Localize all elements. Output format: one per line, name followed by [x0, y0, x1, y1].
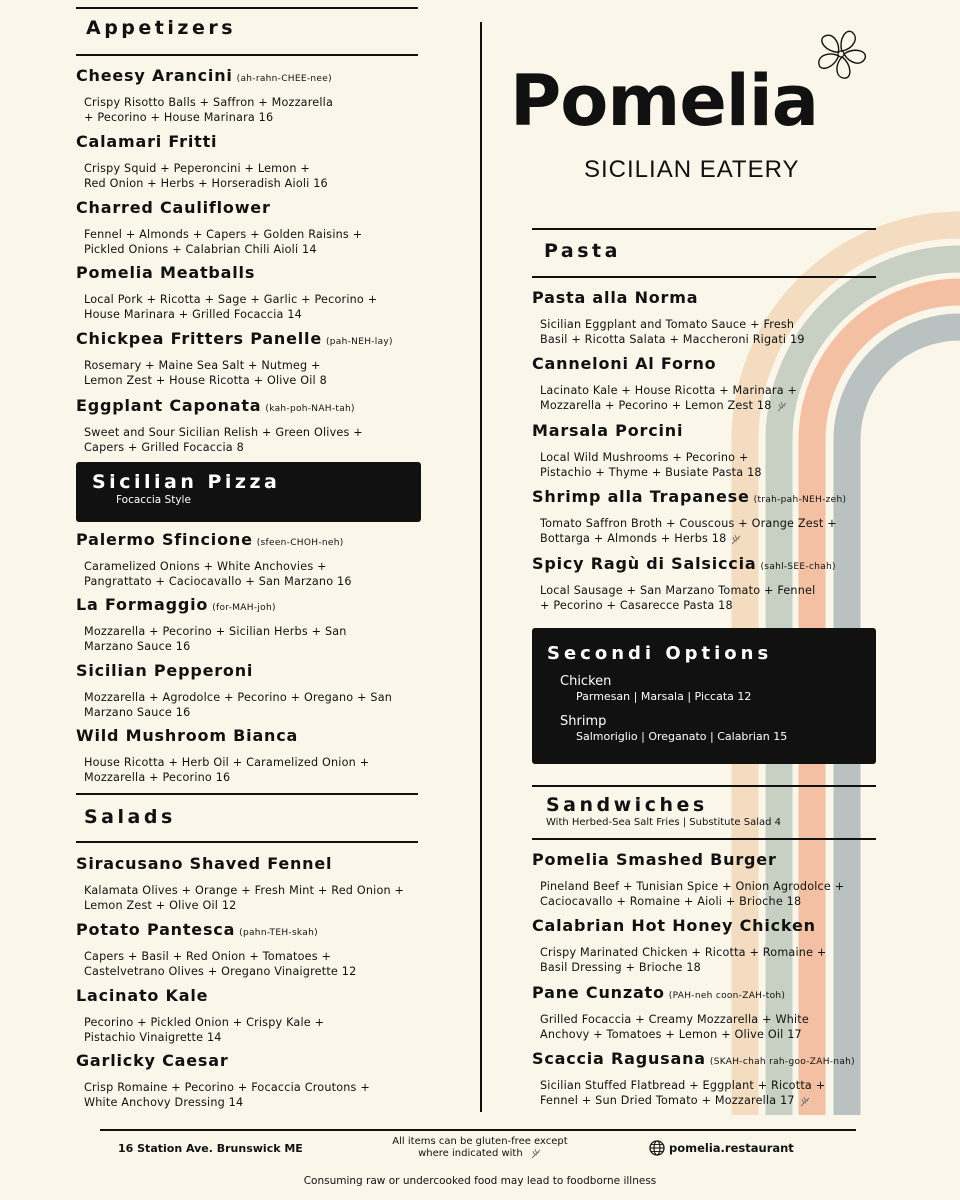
menu-item-title: Spicy Ragù di Salsiccia	[532, 554, 757, 573]
menu-item-description	[84, 425, 416, 456]
menu-item-name	[76, 726, 421, 745]
menu-item-description	[540, 450, 862, 481]
menu-item-pronunciation: (ah-rahn-CHEE-nee)	[236, 74, 332, 84]
menu-item	[76, 66, 416, 126]
menu-item	[532, 354, 862, 414]
sicilian-pizza-banner	[76, 462, 421, 522]
sandwiches-top-rule	[532, 785, 876, 787]
menu-item-description-text: Grilled Focaccia + Creamy Mozzarella + White Anchovy + Tomatoes + Lemon + Olive Oil 17	[540, 1013, 809, 1042]
menu-item	[76, 1051, 431, 1111]
menu-item-description	[540, 945, 862, 976]
menu-item-description	[540, 1078, 862, 1109]
menu-item-title: Garlicky Caesar	[76, 1051, 229, 1070]
menu-item-title: Palermo Sfincione	[76, 530, 253, 549]
menu-item-description	[540, 1012, 862, 1043]
menu-item-description-text: Local Pork + Ricotta + Sage + Garlic + Pecorino + House Marinara + Grilled Focaccia 14	[84, 293, 378, 322]
menu-item-name	[76, 920, 431, 939]
menu-item-title: Potato Pantesca	[76, 920, 236, 939]
menu-item-name	[76, 530, 421, 549]
menu-item	[532, 487, 862, 547]
sandwiches-subheading: With Herbed-Sea Salt Fries | Substitute Salad 4	[546, 817, 782, 828]
website-link[interactable]	[649, 1140, 794, 1156]
menu-item-description	[540, 317, 862, 348]
appetizers-heading: Appetizers	[86, 17, 237, 39]
menu-item	[76, 329, 416, 389]
menu-item-title: Calabrian Hot Honey Chicken	[532, 916, 816, 935]
menu-item	[76, 986, 431, 1046]
menu-item-description	[84, 624, 421, 655]
foodborne-disclaimer: Consuming raw or undercooked food may lead to foodborne illness	[303, 1175, 657, 1187]
menu-item	[76, 396, 416, 456]
menu-item-name	[76, 396, 416, 415]
menu-item-title: Cheesy Arancini	[76, 66, 233, 85]
pasta-top-rule	[532, 228, 876, 230]
menu-item	[532, 288, 862, 348]
menu-item-title: Canneloni Al Forno	[532, 354, 717, 373]
menu-item-name	[532, 421, 862, 440]
menu-item-pronunciation: (for-MAH-joh)	[212, 603, 276, 613]
menu-item-description	[84, 358, 416, 389]
menu-item-description-text: Crispy Risotto Balls + Saffron + Mozzarella + Pecorino + House Marinara 16	[84, 96, 334, 125]
menu-item-pronunciation: (kah-poh-NAH-tah)	[265, 404, 355, 414]
menu-item-name	[532, 1049, 862, 1068]
menu-item	[76, 854, 431, 914]
menu-item-description	[84, 227, 416, 258]
menu-item-name	[76, 661, 421, 680]
menu-item-name	[76, 198, 416, 217]
menu-item	[76, 263, 416, 323]
menu-item-name	[532, 916, 862, 935]
menu-item-name	[532, 288, 862, 307]
menu-item-description	[84, 755, 421, 786]
menu-item-description-text: Capers + Basil + Red Onion + Tomatoes + Castelvetrano Olives + Oregano Vinaigrette 12	[84, 950, 357, 979]
appetizers-bottom-rule	[76, 54, 418, 56]
menu-item-description-text: Lacinato Kale + House Ricotta + Marinara + Mozzarella + Pecorino + Lemon Zest 18	[540, 384, 798, 413]
menu-item-title: Eggplant Caponata	[76, 396, 262, 415]
menu-item-title: Pomelia Smashed Burger	[532, 850, 777, 869]
menu-item-description-text: Tomato Saffron Broth + Couscous + Orange Zest + Bottarga + Almonds + Herbs 18	[540, 517, 837, 546]
menu-item-description	[84, 559, 421, 590]
menu-item-description	[540, 516, 862, 547]
menu-item-name	[76, 329, 416, 348]
gluten-free-note-line2: where indicated with	[418, 1148, 523, 1159]
menu-item-description-text: Kalamata Olives + Orange + Fresh Mint + Red Onion + Lemon Zest + Olive Oil 12	[84, 884, 405, 913]
menu-item-pronunciation: (pah-NEH-lay)	[325, 337, 393, 347]
menu-item-title: Shrimp alla Trapanese	[532, 487, 750, 506]
menu-item	[532, 1049, 862, 1109]
globe-icon	[649, 1140, 665, 1156]
pizza-subheading: Focaccia Style	[116, 494, 191, 506]
website-text: pomelia.restaurant	[669, 1141, 794, 1155]
menu-item-name	[76, 854, 431, 873]
menu-item-description	[84, 1015, 431, 1046]
menu-item-title: Pasta alla Norma	[532, 288, 699, 307]
menu-item	[76, 530, 421, 590]
restaurant-subtitle: SICILIAN EATERY	[584, 156, 800, 183]
sandwiches-heading: Sandwiches	[546, 794, 708, 816]
menu-item-description	[540, 383, 862, 414]
menu-item-name	[76, 986, 431, 1005]
footer-top-rule	[100, 1129, 856, 1131]
menu-item	[76, 198, 416, 258]
menu-item-description-text: House Ricotta + Herb Oil + Caramelized Onion + Mozzarella + Pecorino 16	[84, 756, 370, 785]
menu-item-name	[532, 487, 862, 506]
menu-item-description-text: Sweet and Sour Sicilian Relish + Green Olives + Capers + Grilled Focaccia 8	[84, 426, 363, 455]
menu-item	[76, 132, 416, 192]
menu-item-title: Charred Cauliflower	[76, 198, 271, 217]
secondi-chicken-choices: Parmesan | Marsala | Piccata 12	[576, 690, 752, 703]
menu-item-description	[84, 949, 431, 980]
menu-item-description	[84, 883, 431, 914]
wheat-icon	[776, 400, 788, 412]
appetizers-top-rule	[76, 7, 418, 9]
menu-item	[76, 661, 421, 721]
menu-item-description	[84, 1080, 431, 1111]
salads-heading: Salads	[84, 806, 176, 828]
menu-item-description-text: Local Sausage + San Marzano Tomato + Fennel + Pecorino + Casarecce Pasta 18	[540, 584, 816, 613]
menu-item-pronunciation: (PAH-neh coon-ZAH-toh)	[668, 991, 786, 1001]
menu-item-title: Pomelia Meatballs	[76, 263, 256, 282]
secondi-options-box	[532, 628, 876, 764]
gluten-free-note	[360, 1136, 600, 1159]
address: 16 Station Ave. Brunswick ME	[118, 1142, 303, 1155]
menu-item-description-text: Rosemary + Maine Sea Salt + Nutmeg + Lemon Zest + House Ricotta + Olive Oil 8	[84, 359, 327, 388]
menu-item	[532, 421, 862, 481]
pasta-heading: Pasta	[544, 240, 621, 262]
menu-item	[76, 726, 421, 786]
menu-item	[532, 554, 862, 614]
menu-item-name	[532, 354, 862, 373]
gluten-free-note-line1: All items can be gluten-free except	[392, 1136, 568, 1147]
menu-item-description-text: Sicilian Stuffed Flatbread + Eggplant + Ricotta + Fennel + Sun Dried Tomato + Mozzarella 17	[540, 1079, 826, 1108]
menu-item-description-text: Fennel + Almonds + Capers + Golden Raisins + Pickled Onions + Calabrian Chili Aioli 14	[84, 228, 363, 257]
menu-item-description-text: Sicilian Eggplant and Tomato Sauce + Fresh Basil + Ricotta Salata + Maccheroni Rigati 19	[540, 318, 805, 347]
sandwiches-bottom-rule	[532, 838, 876, 840]
menu-item-name	[76, 1051, 431, 1070]
menu-item	[532, 983, 862, 1043]
menu-item	[532, 850, 862, 910]
pizza-heading: Sicilian Pizza	[92, 471, 281, 493]
menu-item-name	[76, 66, 416, 85]
menu-item-title: Siracusano Shaved Fennel	[76, 854, 333, 873]
menu-item-name	[532, 850, 862, 869]
menu-item-title: Chickpea Fritters Panelle	[76, 329, 322, 348]
menu-item-description-text: Mozzarella + Agrodolce + Pecorino + Oregano + San Marzano Sauce 16	[84, 691, 393, 720]
gluten-free-note-line2-row	[360, 1147, 600, 1159]
secondi-shrimp-name: Shrimp	[560, 714, 607, 729]
menu-item-title: Sicilian Pepperoni	[76, 661, 254, 680]
menu-item-description-text: Crisp Romaine + Pecorino + Focaccia Croutons + White Anchovy Dressing 14	[84, 1081, 370, 1110]
menu-item-description-text: Local Wild Mushrooms + Pecorino + Pistachio + Thyme + Busiate Pasta 18	[540, 451, 762, 480]
secondi-chicken-name: Chicken	[560, 674, 612, 689]
menu-item	[532, 916, 862, 976]
menu-item-name	[76, 595, 421, 614]
plumeria-flower-icon	[814, 27, 868, 81]
menu-item-description-text: Pecorino + Pickled Onion + Crispy Kale + Pistachio Vinaigrette 14	[84, 1016, 325, 1045]
menu-item-title: Lacinato Kale	[76, 986, 209, 1005]
secondi-shrimp-choices: Salmoriglio | Oreganato | Calabrian 15	[576, 730, 788, 743]
menu-item-title: Calamari Fritti	[76, 132, 218, 151]
menu-item-pronunciation: (SKAH-chah rah-goo-ZAH-nah)	[709, 1057, 855, 1067]
salads-bottom-rule	[76, 841, 418, 843]
menu-item-description	[84, 161, 416, 192]
menu-item-title: Wild Mushroom Bianca	[76, 726, 299, 745]
menu-item-description	[540, 879, 862, 910]
menu-item-pronunciation: (pahn-TEH-skah)	[239, 928, 318, 938]
menu-item-description-text: Crispy Marinated Chicken + Ricotta + Romaine + Basil Dressing + Brioche 18	[540, 946, 827, 975]
menu-item-name	[76, 132, 416, 151]
wheat-icon	[730, 533, 742, 545]
restaurant-name: Pomelia	[510, 60, 819, 142]
menu-item	[76, 920, 431, 980]
menu-item-description-text: Pineland Beef + Tunisian Spice + Onion Agrodolce + Caciocavallo + Romaine + Aioli + Brioche 18	[540, 880, 845, 909]
menu-item-name	[76, 263, 416, 282]
menu-item	[76, 595, 421, 655]
menu-item-title: Pane Cunzato	[532, 983, 665, 1002]
menu-item-pronunciation: (trah-pah-NEH-zeh)	[753, 495, 847, 505]
wheat-icon	[799, 1095, 811, 1107]
menu-item-description-text: Mozzarella + Pecorino + Sicilian Herbs + San Marzano Sauce 16	[84, 625, 347, 654]
menu-item-description	[540, 583, 862, 614]
menu-item-description	[84, 95, 416, 126]
secondi-heading: Secondi Options	[547, 643, 773, 664]
menu-item-title: La Formaggio	[76, 595, 209, 614]
menu-item-description-text: Caramelized Onions + White Anchovies + Pangrattato + Caciocavallo + San Marzano 16	[84, 560, 352, 589]
menu-item-description-text: Crispy Squid + Peperoncini + Lemon + Red Onion + Herbs + Horseradish Aioli 16	[84, 162, 328, 191]
menu-item-title: Scaccia Ragusana	[532, 1049, 706, 1068]
menu-item-description	[84, 690, 421, 721]
menu-item-name	[532, 983, 862, 1002]
menu-item-pronunciation: (sahl-SEE-chah)	[760, 562, 836, 572]
pasta-bottom-rule	[532, 276, 876, 278]
menu-item-name	[532, 554, 862, 573]
wheat-icon	[530, 1147, 542, 1159]
menu-item-title: Marsala Porcini	[532, 421, 684, 440]
salads-top-rule	[76, 793, 418, 795]
menu-item-description	[84, 292, 416, 323]
menu-item-pronunciation: (sfeen-CHOH-neh)	[256, 538, 344, 548]
column-divider	[480, 22, 482, 1112]
